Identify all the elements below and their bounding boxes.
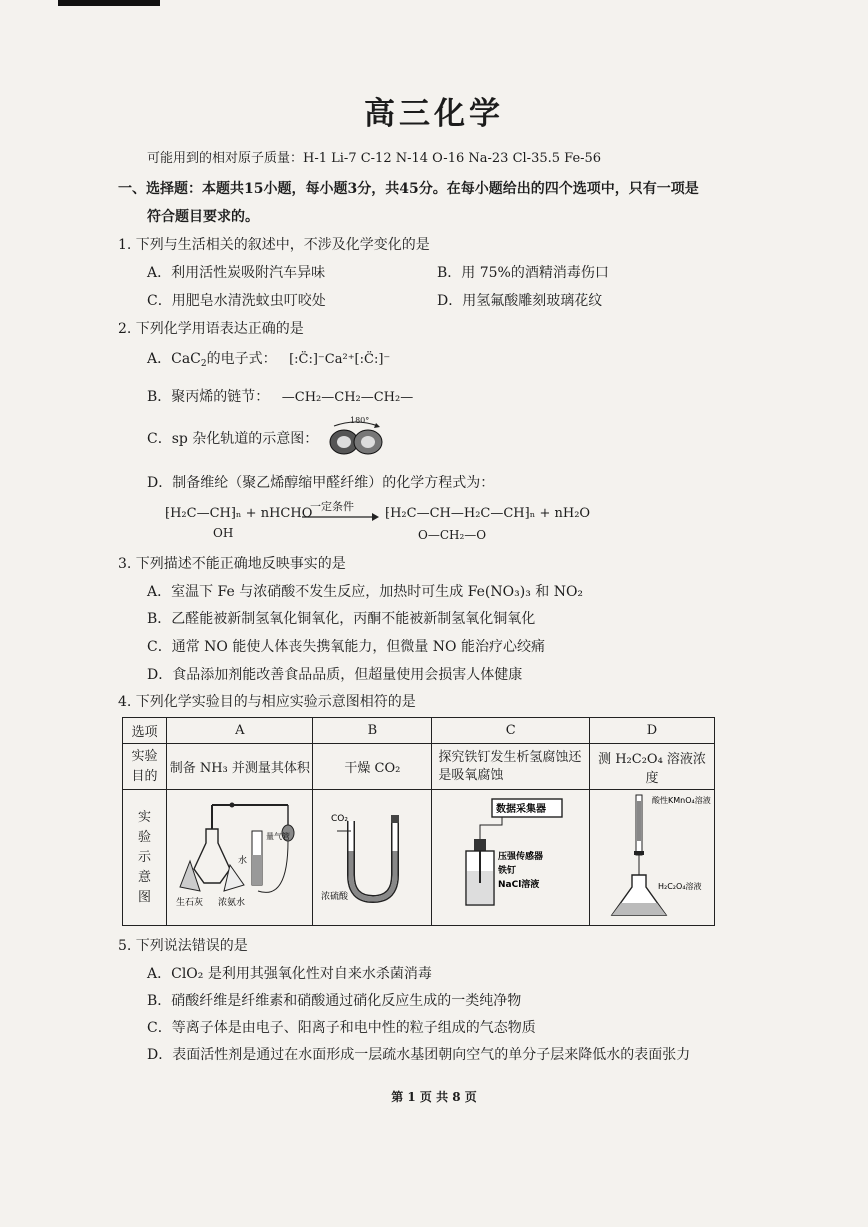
purpose-cell: 干燥 CO₂	[313, 744, 432, 790]
label-quicklime: 生石灰	[175, 897, 203, 908]
q3-option-b: B．乙醛能被新制氢氧化铜氧化，丙酮不能被新制氢氧化铜氧化	[147, 611, 536, 627]
label-kmno4: 酸性KMnO₄溶液	[652, 795, 711, 805]
scan-edge-bar	[58, 0, 160, 6]
atomic-masses: 可能用到的相对原子质量：H-1 Li-7 C-12 N-14 O-16 Na-23 Cl-35.5 Fe-56	[147, 151, 602, 166]
page-title: 高三化学	[364, 96, 504, 132]
q2-eq-left: ⁅H₂C—CH⁆ₙ + nHCHO	[165, 506, 313, 521]
reaction-arrow-icon	[300, 512, 380, 522]
u-tube-diagram	[317, 791, 427, 921]
q2-option-d: D．制备维纶（聚乙烯醇缩甲醛纤维）的化学方程式为：	[147, 475, 495, 491]
purpose-cell: 制备 NH₃ 并测量其体积	[167, 744, 313, 790]
q2-eq-oh: OH	[213, 526, 234, 540]
q2-option-a: A．CaC$_2$的电子式： [:C̈:]⁻Ca²⁺[:C̈:]⁻	[147, 351, 391, 369]
label-co2: CO₂	[331, 813, 349, 824]
nh3-apparatus-diagram	[170, 791, 310, 921]
q5-option-a: A．ClO₂ 是利用其强氧化性对自来水杀菌消毒	[147, 966, 432, 982]
titration-diagram	[592, 791, 712, 921]
q2-a-electron-formula: [:C̈:]⁻Ca²⁺[:C̈:]⁻	[289, 352, 391, 367]
q3-option-c: C．通常 NO 能使人体丧失携氧能力，但微量 NO 能治疗心绞痛	[147, 639, 545, 655]
q2-eq-right: ⁅H₂C—CH—H₂C—CH⁆ₙ + nH₂O	[385, 506, 591, 521]
label-water: 水	[237, 855, 247, 866]
q3-option-d: D．食品添加剂能改善食品品质，但超量使用会损害人体健康	[147, 667, 523, 683]
header-cell: D	[590, 718, 715, 744]
diagram-label: 实验示意图	[138, 809, 152, 905]
label-collector: 数据采集器	[495, 803, 546, 815]
header-cell: C	[432, 718, 590, 744]
q5-option-c: C．等离子体是由电子、阳离子和电中性的粒子组成的气态物质	[147, 1020, 536, 1036]
purpose-label: 实验目的	[131, 748, 158, 784]
section1-instruction-cont: 符合题目要求的。	[147, 209, 259, 225]
label-tube: 量气管	[265, 831, 290, 841]
q2-option-b: B．聚丙烯的链节： —CH₂—CH₂—CH₂—	[147, 389, 414, 405]
table-row	[123, 744, 715, 790]
q2-stem: 2. 下列化学用语表达正确的是	[118, 321, 304, 337]
diagram-c-cell	[432, 790, 590, 926]
q5-option-b: B．硝酸纤维是纤维素和硝酸通过硝化反应生成的一类纯净物	[147, 993, 522, 1009]
q2-eq-condition: 一定条件	[310, 500, 354, 513]
table-row	[123, 790, 715, 926]
q2-option-c: C．sp 杂化轨道的示意图：	[147, 431, 319, 447]
page-footer: 第 1 页 共 8 页	[391, 1090, 477, 1104]
section1-instruction: 一、选择题：本题共15小题，每小题3分，共45分。在每小题给出的四个选项中，只有一项是	[118, 181, 699, 197]
q3-option-a: A．室温下 Fe 与浓硝酸不发生反应，加热时可生成 Fe(NO₃)₃ 和 NO₂	[147, 584, 584, 600]
q5-stem: 5. 下列说法错误的是	[118, 938, 248, 954]
q1-option-b: B．用 75%的酒精消毒伤口	[437, 265, 609, 281]
header-cell: 选项	[123, 718, 167, 744]
sp-orbital-diagram	[316, 420, 396, 460]
q2-b-formula: —CH₂—CH₂—CH₂—	[281, 390, 414, 405]
table-row	[123, 718, 715, 744]
header-cell: A	[167, 718, 313, 744]
label-ammonia: 浓氨水	[217, 897, 245, 908]
q1-option-d: D．用氢氟酸雕刻玻璃花纹	[437, 293, 603, 309]
q3-stem: 3. 下列描述不能正确地反映事实的是	[118, 556, 346, 572]
q4-experiment-table	[122, 717, 715, 926]
q1-option-a: A．利用活性炭吸附汽车异味	[147, 265, 326, 281]
label-acid: 浓硫酸	[321, 891, 349, 902]
diagram-a-cell	[167, 790, 313, 926]
q4-stem: 4. 下列化学实验目的与相应实验示意图相符的是	[118, 694, 416, 710]
purpose-cell: 测 H₂C₂O₄ 溶液浓度	[590, 744, 715, 790]
q5-option-d: D．表面活性剂是通过在水面形成一层疏水基团朝向空气的单分子层来降低水的表面张力	[147, 1047, 691, 1063]
label-oxalic: H₂C₂O₄溶液	[658, 881, 702, 891]
q1-option-c: C．用肥皂水清洗蚊虫叮咬处	[147, 293, 326, 309]
q2-c-angle: 180°	[350, 416, 370, 425]
corrosion-diagram	[436, 791, 586, 921]
label-nail: 铁钉	[497, 865, 516, 876]
diagram-d-cell	[590, 790, 715, 926]
label-sensor: 压强传感器	[497, 851, 543, 862]
purpose-cell: 探究铁钉发生析氢腐蚀还是吸氧腐蚀	[432, 744, 590, 790]
q1-stem: 1. 下列与生活相关的叙述中，不涉及化学变化的是	[118, 237, 430, 253]
diagram-b-cell	[313, 790, 432, 926]
label-solution: NaCl溶液	[497, 879, 539, 890]
q2-eq-bridge: O—CH₂—O	[418, 528, 487, 542]
header-cell: B	[313, 718, 432, 744]
